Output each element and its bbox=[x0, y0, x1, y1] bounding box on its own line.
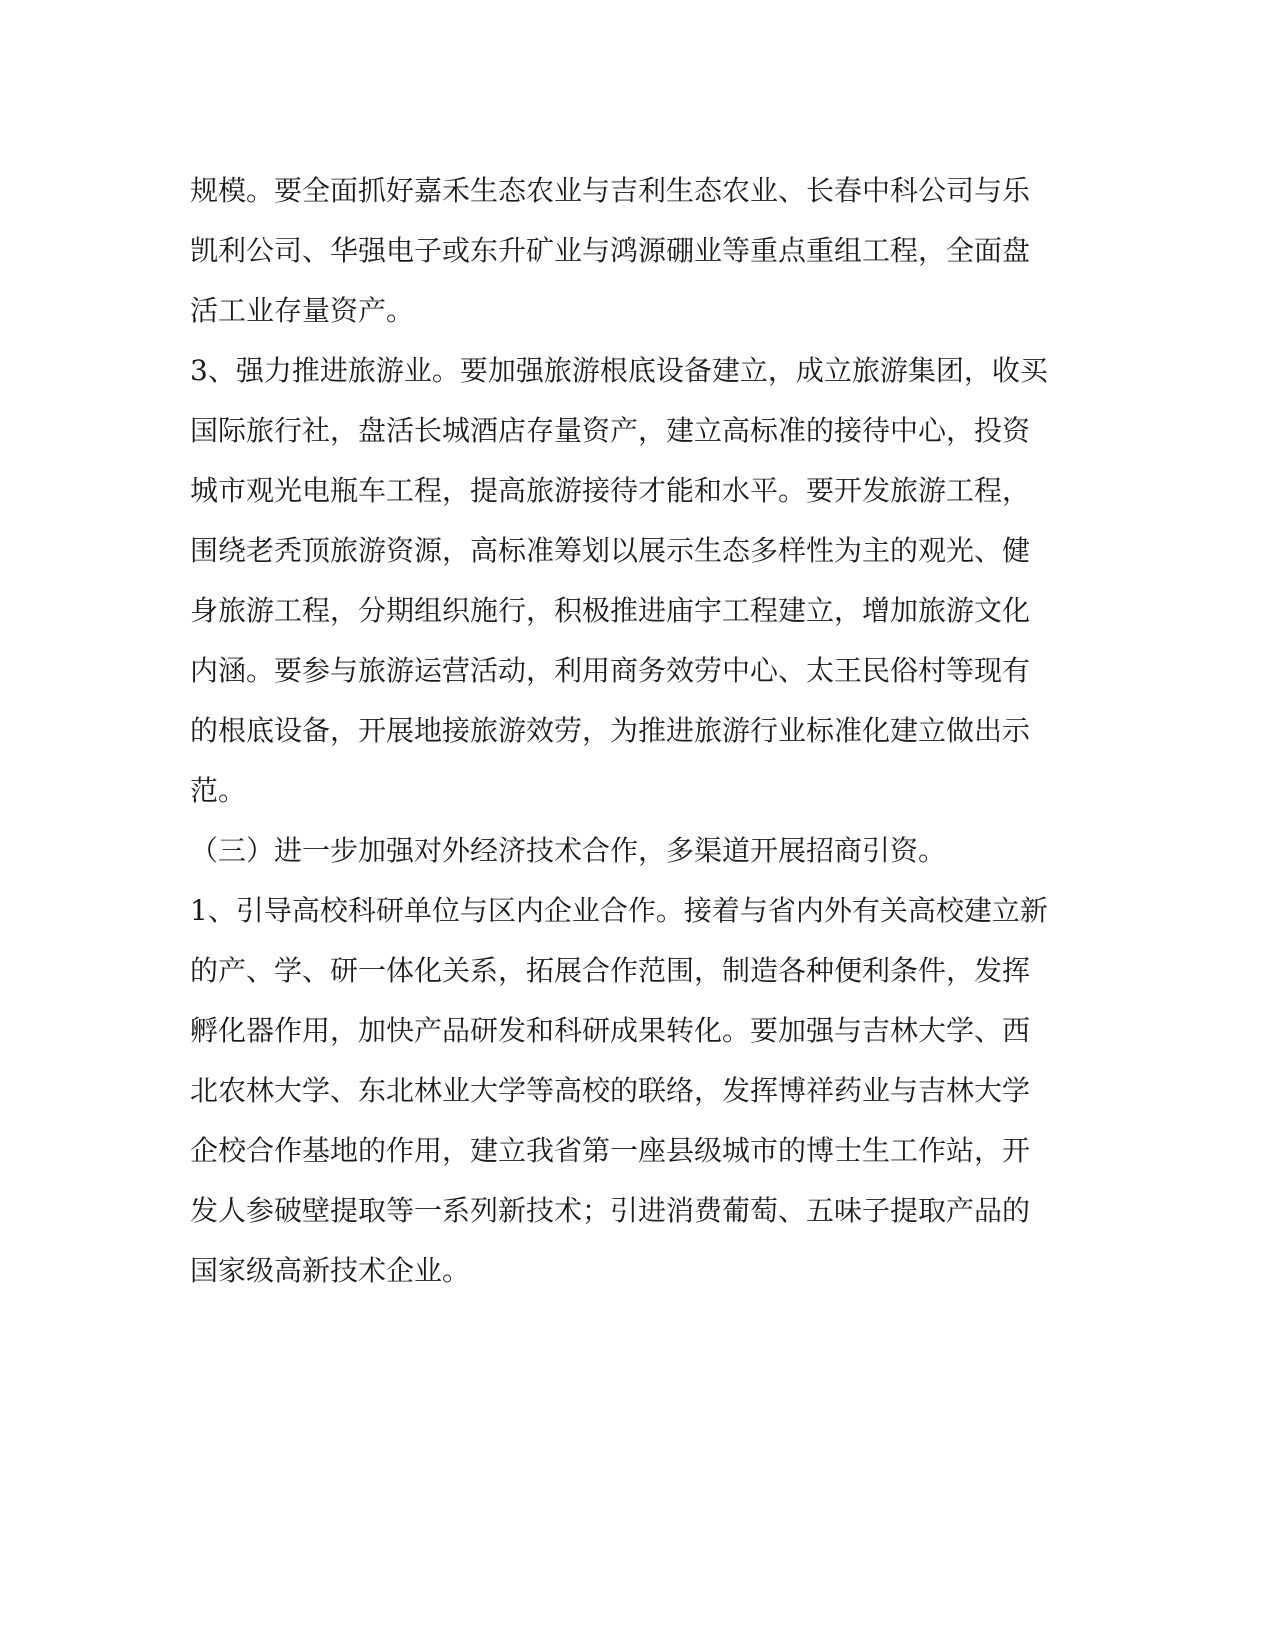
text-line: 国家级高新技术企业。 bbox=[190, 1254, 471, 1287]
section-heading: （三）进一步加强对外经济技术合作，多渠道开展招商引资。 bbox=[190, 834, 947, 867]
text-line: 的产、学、研一体化关系，拓展合作范围，制造各种便利条件，发挥 bbox=[190, 954, 1031, 987]
text-line: 北农林大学、东北林业大学等高校的联络，发挥博祥药业与吉林大学 bbox=[190, 1074, 1031, 1107]
text-line: 企校合作基地的作用，建立我省第一座县级城市的博士生工作站，开 bbox=[190, 1134, 1031, 1167]
text-line: 孵化器作用，加快产品研发和科研成果转化。要加强与吉林大学、西 bbox=[190, 1014, 1031, 1047]
text-line: 活工业存量资产。 bbox=[190, 294, 415, 327]
text-line: 的根底设备，开展地接旅游效劳，为推进旅游行业标准化建立做出示 bbox=[190, 714, 1031, 747]
text-line: 内涵。要参与旅游运营活动，利用商务效劳中心、太王民俗村等现有 bbox=[190, 654, 1031, 687]
text-line: 发人参破壁提取等一系列新技术；引进消费葡萄、五味子提取产品的 bbox=[190, 1194, 1031, 1227]
text-line: 范。 bbox=[190, 774, 247, 807]
text-line: 规模。要全面抓好嘉禾生态农业与吉利生态农业、长春中科公司与乐 bbox=[190, 174, 1031, 207]
text-line: 围绕老秃顶旅游资源，高标准筹划以展示生态多样性为主的观光、健 bbox=[190, 534, 1031, 567]
text-line: 城市观光电瓶车工程，提高旅游接待才能和水平。要开发旅游工程， bbox=[190, 474, 1031, 507]
text-line: 身旅游工程，分期组织施行，积极推进庙宇工程建立，增加旅游文化 bbox=[190, 594, 1031, 627]
text-line: 1、引导高校科研单位与区内企业合作。接着与省内外有关高校建立新 bbox=[190, 894, 1048, 927]
text-line: 凯利公司、华强电子或东升矿业与鸿源硼业等重点重组工程，全面盘 bbox=[190, 234, 1031, 267]
document-body bbox=[190, 161, 1090, 1301]
text-line: 3、强力推进旅游业。要加强旅游根底设备建立，成立旅游集团，收买 bbox=[190, 354, 1048, 387]
text-line: 国际旅行社，盘活长城酒店存量资产，建立高标准的接待中心，投资 bbox=[190, 414, 1031, 447]
